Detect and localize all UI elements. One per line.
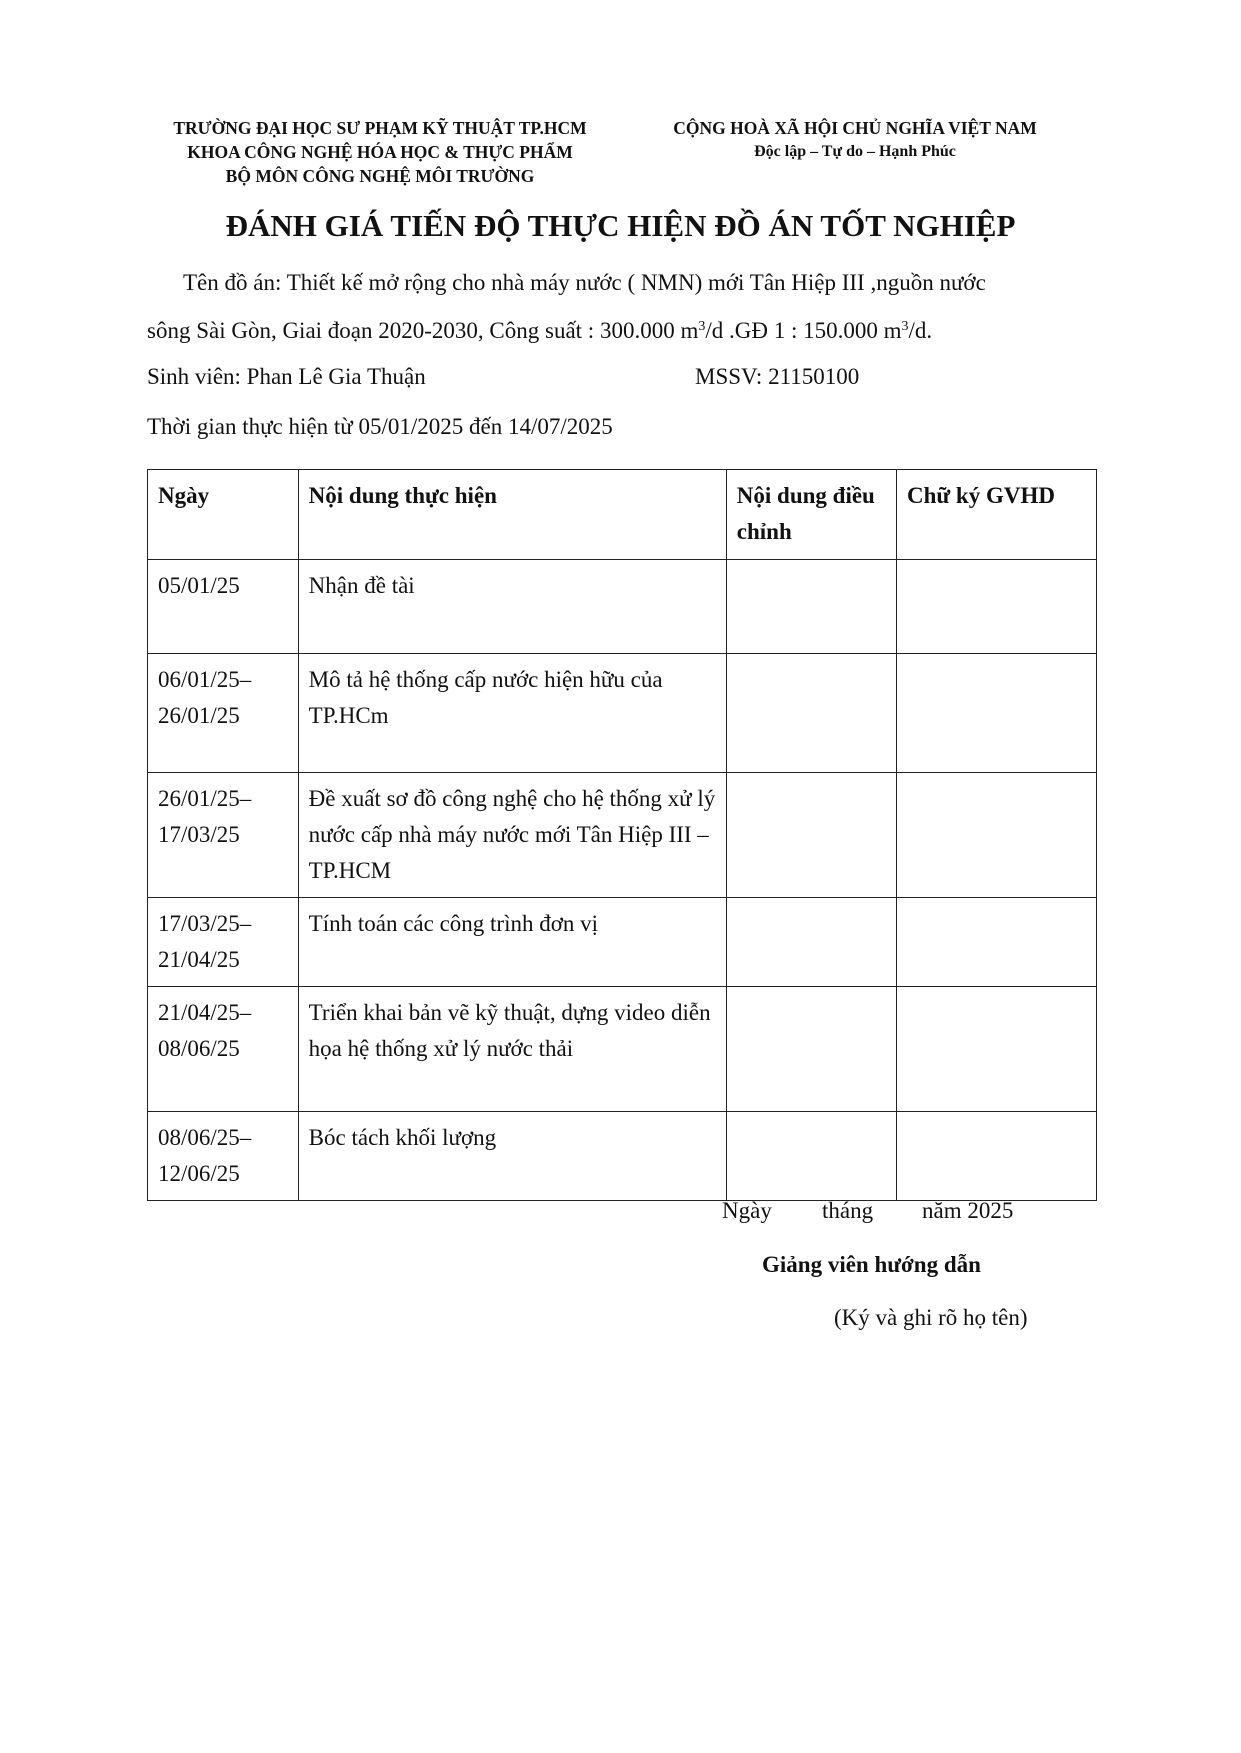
row-date: 06/01/25–26/01/25 bbox=[148, 654, 299, 773]
table-row bbox=[148, 898, 1097, 987]
date-day-label: Ngày bbox=[722, 1198, 772, 1223]
row-content: Mô tả hệ thống cấp nước hiện hữu của TP.HCm bbox=[298, 654, 726, 773]
row-adjustment bbox=[726, 1112, 896, 1201]
project-line2-part-a: sông Sài Gòn, Giai đoạn 2020-2030, Công suất : 300.000 m bbox=[147, 318, 699, 343]
table-row bbox=[148, 987, 1097, 1112]
superscript-3: 3 bbox=[698, 319, 706, 334]
project-line2-part-c: /d. bbox=[908, 318, 933, 343]
project-title-line-1: Tên đồ án: Thiết kế mở rộng cho nhà máy nước ( NMN) mới Tân Hiệp III ,nguồn nước bbox=[183, 270, 986, 295]
university-name: TRƯỜNG ĐẠI HỌC SƯ PHẠM KỸ THUẬT TP.HCM bbox=[173, 118, 587, 138]
date-year-label: năm 2025 bbox=[922, 1198, 1014, 1223]
supervisor-title: Giảng viên hướng dẫn bbox=[762, 1252, 981, 1277]
row-content: Tính toán các công trình đơn vị bbox=[298, 898, 726, 987]
faculty-name: KHOA CÔNG NGHỆ HÓA HỌC & THỰC PHẨM bbox=[187, 142, 573, 162]
project-period: Thời gian thực hiện từ 05/01/2025 đến 14/07/2025 bbox=[147, 414, 613, 439]
row-signature bbox=[896, 898, 1096, 987]
row-date: 05/01/25 bbox=[148, 560, 299, 654]
table-header-row bbox=[148, 470, 1097, 560]
signature-date bbox=[722, 1198, 1013, 1224]
row-adjustment bbox=[726, 987, 896, 1112]
student-id: MSSV: 21150100 bbox=[695, 364, 860, 389]
national-motto: Độc lập – Tự do – Hạnh Phúc bbox=[754, 143, 956, 160]
progress-table bbox=[147, 469, 1097, 1201]
row-adjustment bbox=[726, 898, 896, 987]
header-adjustment: Nội dung điều chỉnh bbox=[726, 470, 896, 560]
row-adjustment bbox=[726, 560, 896, 654]
row-signature bbox=[896, 987, 1096, 1112]
table-row bbox=[148, 773, 1097, 898]
row-content: Triển khai bản vẽ kỹ thuật, dựng video diễn họa hệ thống xử lý nước thải bbox=[298, 987, 726, 1112]
table-row bbox=[148, 1112, 1097, 1201]
row-adjustment bbox=[726, 773, 896, 898]
row-date: 26/01/25–17/03/25 bbox=[148, 773, 299, 898]
row-date: 17/03/25–21/04/25 bbox=[148, 898, 299, 987]
superscript-3: 3 bbox=[901, 319, 909, 334]
header-date: Ngày bbox=[148, 470, 299, 560]
row-content: Bóc tách khối lượng bbox=[298, 1112, 726, 1201]
table-row bbox=[148, 654, 1097, 773]
project-line2-part-b: /d .GĐ 1 : 150.000 m bbox=[705, 318, 902, 343]
date-month-label: tháng bbox=[822, 1198, 874, 1223]
row-content: Nhận đề tài bbox=[298, 560, 726, 654]
header-content: Nội dung thực hiện bbox=[298, 470, 726, 560]
university-header bbox=[150, 116, 610, 188]
document-title: ĐÁNH GIÁ TIẾN ĐỘ THỰC HIỆN ĐỒ ÁN TỐT NGHIỆP bbox=[225, 208, 1016, 243]
project-title-line-2 bbox=[147, 318, 932, 344]
row-signature bbox=[896, 654, 1096, 773]
row-signature bbox=[896, 560, 1096, 654]
table-row bbox=[148, 560, 1097, 654]
student-name: Sinh viên: Phan Lê Gia Thuận bbox=[147, 364, 426, 389]
department-name: BỘ MÔN CÔNG NGHỆ MÔI TRƯỜNG bbox=[225, 166, 535, 186]
country-name: CỘNG HOÀ XÃ HỘI CHỦ NGHĨA VIỆT NAM bbox=[673, 118, 1037, 138]
row-signature bbox=[896, 773, 1096, 898]
row-date: 08/06/25–12/06/25 bbox=[148, 1112, 299, 1201]
row-content: Đề xuất sơ đồ công nghệ cho hệ thống xử lý nước cấp nhà máy nước mới Tân Hiệp III – TP.HCM bbox=[298, 773, 726, 898]
row-signature bbox=[896, 1112, 1096, 1201]
header-signature: Chữ ký GVHD bbox=[896, 470, 1096, 560]
signature-note: (Ký và ghi rõ họ tên) bbox=[834, 1305, 1028, 1330]
national-header bbox=[645, 116, 1065, 164]
row-adjustment bbox=[726, 654, 896, 773]
row-date: 21/04/25–08/06/25 bbox=[148, 987, 299, 1112]
